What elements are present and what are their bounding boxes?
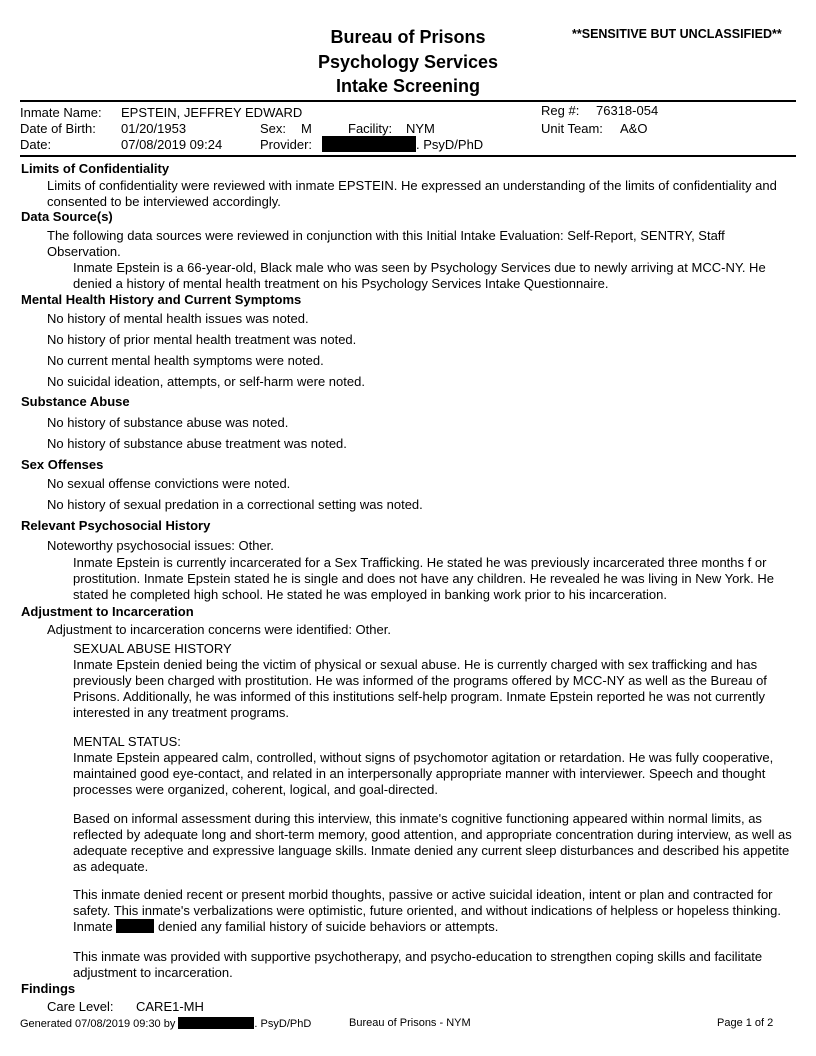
data-sources-detail: Inmate Epstein is a 66-year-old, Black male who was seen by Psychology Services due to newly arriving at MCC-NY. He denied a history of mental health treatment on his Psychology Services Intake Questionnaire.	[73, 260, 766, 291]
suicide-risk-text-a: This inmate denied recent or present morbid thoughts, passive or active suicidal ideation, intent or plan and contracted for safety. This inmate's verbalizations were optimistic, future oriented, and without indications of helpless or hopeless thinking. Inmate	[73, 887, 781, 934]
limits-text: Limits of confidentiality were reviewed with inmate EPSTEIN. He expressed an understanding of the limits of confidentiality and consented to be interviewed accordingly.	[47, 178, 777, 209]
data-sources-text: The following data sources were reviewed in conjunction with this Initial Intake Evaluation: Self-Report, SENTRY, Staff Observation.	[47, 228, 725, 259]
footer-generated	[20, 1017, 311, 1031]
inmate-name-label: Inmate Name:	[20, 105, 102, 120]
provider-suffix: . PsyD/PhD	[416, 137, 484, 152]
facility-value: NYM	[406, 121, 435, 136]
care-level-label: Care Level:	[47, 999, 114, 1014]
reg-value: 76318-054	[596, 103, 659, 118]
findings-heading: Findings	[21, 981, 76, 996]
title-line-3: Intake Screening	[335, 76, 481, 96]
title-line-2: Psychology Services	[317, 51, 499, 72]
header-rule-bottom	[20, 155, 796, 157]
unit-team-value: A&O	[620, 121, 648, 136]
psychosocial-heading: Relevant Psychosocial History	[21, 518, 211, 533]
care-level-value: CARE1-MH	[136, 999, 204, 1014]
support-text: This inmate was provided with supportive psychotherapy, and psycho-education to strengthen coping skills and facilitate adjustment to incarceration.	[73, 949, 763, 980]
reg-label: Reg #:	[541, 103, 580, 118]
provider-redaction	[322, 136, 416, 152]
header-rule-top	[20, 100, 796, 102]
dob-label: Date of Birth:	[20, 121, 96, 136]
title-line-1: Bureau of Prisons	[330, 27, 486, 47]
adjustment-heading: Adjustment to Incarceration	[21, 604, 194, 619]
suicide-risk-text	[73, 887, 801, 935]
mental-health-item: No history of mental health issues was noted.	[47, 311, 309, 326]
psychosocial-intro: Noteworthy psychosocial issues: Other.	[47, 538, 274, 553]
mental-health-item: No current mental health symptoms were noted.	[47, 353, 324, 368]
dob-value: 01/20/1953	[121, 121, 187, 136]
inmate-name: EPSTEIN, JEFFREY EDWARD	[121, 105, 303, 120]
mental-health-item: No history of prior mental health treatment was noted.	[47, 332, 357, 347]
date-value: 07/08/2019 09:24	[121, 137, 223, 152]
suicide-risk-text-b: denied any familial history of suicide behaviors or attempts.	[158, 919, 499, 934]
sexual-abuse-title: SEXUAL ABUSE HISTORY	[73, 641, 232, 656]
sex-offenses-heading: Sex Offenses	[21, 457, 104, 472]
inmate-name-redaction	[116, 919, 154, 933]
adjustment-intro: Adjustment to incarceration concerns were identified: Other.	[47, 622, 391, 637]
facility-label: Facility:	[348, 121, 393, 136]
footer-center: Bureau of Prisons - NYM	[349, 1017, 471, 1029]
sex-label: Sex:	[260, 121, 287, 136]
mental-health-heading: Mental Health History and Current Symptoms	[21, 292, 302, 307]
footer-generated-suffix: . PsyD/PhD	[254, 1018, 312, 1030]
substance-heading: Substance Abuse	[21, 394, 130, 409]
sex-offenses-item: No history of sexual predation in a correctional setting was noted.	[47, 497, 423, 512]
substance-item: No history of substance abuse was noted.	[47, 415, 289, 430]
data-sources-heading: Data Source(s)	[21, 209, 113, 224]
provider-label: Provider:	[260, 137, 313, 152]
limits-heading: Limits of Confidentiality	[21, 161, 170, 176]
classification-marking: **SENSITIVE BUT UNCLASSIFIED**	[572, 27, 782, 41]
substance-item: No history of substance abuse treatment was noted.	[47, 436, 347, 451]
sex-offenses-item: No sexual offense convictions were noted.	[47, 476, 291, 491]
footer-generated-prefix: Generated 07/08/2019 09:30 by	[20, 1018, 176, 1030]
mental-status-title: MENTAL STATUS:	[73, 734, 181, 749]
psychosocial-detail: Inmate Epstein is currently incarcerated for a Sex Trafficking. He stated he was previously incarcerated three months f or prostitution. Inmate Epstein stated he is single and does not have any children. He revealed he was living in New York. He stated he completed high school. He stated he was employed in banking work prior to his incarceration.	[73, 555, 774, 602]
footer-redaction	[178, 1017, 254, 1029]
unit-team-label: Unit Team:	[541, 121, 603, 136]
sexual-abuse-text: Inmate Epstein denied being the victim of physical or sexual abuse. He is currently charged with sex trafficking and has previously been charged with prostitution. He was informed of the programs offered by MCC-NY as well as the Bureau of Prisons. Additionally, he was informed of this institutions self-help program. Inmate Epstein reported he was not currently interested in any treatment programs.	[73, 657, 767, 720]
date-label: Date:	[20, 137, 52, 152]
mental-health-item: No suicidal ideation, attempts, or self-harm were noted.	[47, 374, 365, 389]
footer-page-number: Page 1 of 2	[717, 1017, 774, 1029]
cognitive-text: Based on informal assessment during this interview, this inmate's cognitive functioning appeared within normal limits, as reflected by adequate long and short-term memory, good attention, and appropriate concentration during interview, as well as adequate receptive and expressive language skills. Inmate denied any current sleep disturbances and described his appetite as adequate.	[73, 811, 792, 874]
sex-value: M	[301, 121, 312, 136]
mental-status-text: Inmate Epstein appeared calm, controlled, without signs of psychomotor agitation or retardation. He was fully cooperative, maintained good eye-contact, and related in an interpersonally appropriate manner with interviewer. Speech and thought processes were organized, coherent, logical, and goal-directed.	[73, 750, 774, 797]
